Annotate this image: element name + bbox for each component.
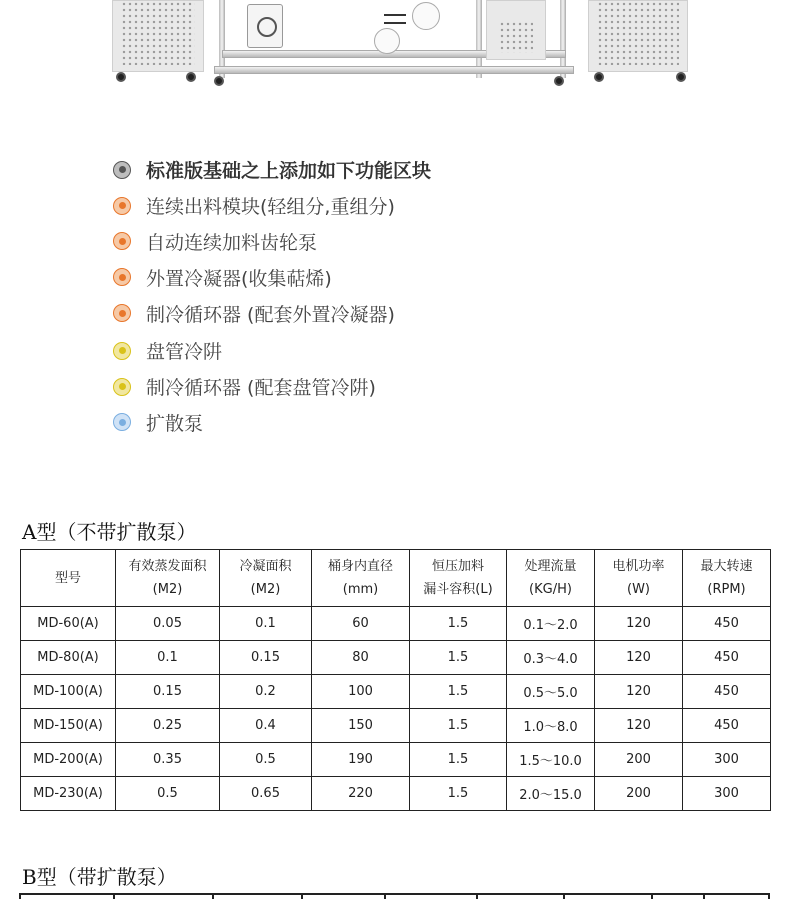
table-cell: MD-230(A) [21, 777, 116, 811]
column-header [507, 550, 595, 607]
table-cell: 80 [312, 641, 410, 675]
table-row [21, 641, 771, 675]
bullet-dot-icon [113, 413, 131, 431]
column-header-label: 冷凝面积 [239, 559, 292, 574]
table-cell: 120 [595, 607, 683, 641]
column-header [410, 550, 507, 607]
table-cell: 0.1 [220, 607, 312, 641]
table-a-title: A型（不带扩散泵） [22, 520, 197, 544]
table-cell: 0.1～2.0 [507, 607, 595, 641]
table-cell: 0.5 [220, 743, 312, 777]
table-row [21, 675, 771, 709]
table-cell: 120 [595, 675, 683, 709]
column-header [116, 550, 220, 607]
spec-table-b-top-edge [20, 893, 770, 899]
column-header-unit: (W) [627, 582, 650, 597]
table-cell: 1.5 [410, 641, 507, 675]
feature-list [113, 152, 431, 440]
column-header-unit: (M2) [250, 582, 281, 597]
feature-item [113, 188, 431, 224]
table-cell: 0.65 [220, 777, 312, 811]
spec-table-a [20, 549, 771, 811]
frame-shelf [214, 66, 574, 74]
table-cell: 300 [683, 743, 771, 777]
column-header [220, 550, 312, 607]
column-header-label: 有效蒸发面积 [128, 559, 207, 574]
feature-text: 制冷循环器 (配套外置冷凝器) [146, 303, 395, 326]
wheel [594, 72, 604, 82]
column-header [312, 550, 410, 607]
equipment-illustration [0, 0, 790, 100]
table-cell: 220 [312, 777, 410, 811]
table-header-row [21, 550, 771, 607]
glass-flask [412, 2, 440, 30]
table-cell: 190 [312, 743, 410, 777]
wheel [116, 72, 126, 82]
feature-text: 制冷循环器 (配套盘管冷阱) [146, 377, 376, 400]
column-header-label: 恒压加料 [431, 559, 484, 574]
feature-item [113, 369, 431, 405]
table-row [21, 777, 771, 811]
feature-item [113, 224, 431, 260]
column-header-unit: (mm) [342, 582, 379, 597]
column-header [21, 550, 116, 607]
table-cell: 0.1 [116, 641, 220, 675]
bullet-dot-icon [113, 232, 131, 250]
table-cell: 300 [683, 777, 771, 811]
column-header-label: 桶身内直径 [327, 559, 393, 574]
table-cell: 0.3～4.0 [507, 641, 595, 675]
feature-item [113, 259, 431, 295]
feature-item [113, 333, 431, 369]
column-header-label: 处理流量 [524, 559, 577, 574]
glass-flask [374, 28, 400, 54]
feature-text: 标准版基础之上添加如下功能区块 [146, 160, 432, 183]
table-cell: 2.0～15.0 [507, 777, 595, 811]
table-cell: 1.5 [410, 607, 507, 641]
feature-item [113, 152, 431, 188]
table-cell: MD-60(A) [21, 607, 116, 641]
table-cell: 0.5 [116, 777, 220, 811]
column-header-label: 电机功率 [612, 559, 665, 574]
table-row [21, 607, 771, 641]
left-cabinet [112, 0, 204, 72]
bullet-dot-icon [113, 304, 131, 322]
table-cell: MD-80(A) [21, 641, 116, 675]
table-cell: 1.5 [410, 709, 507, 743]
table-cell: 60 [312, 607, 410, 641]
table-cell: 200 [595, 743, 683, 777]
feature-item [113, 295, 431, 331]
condenser-tube [384, 14, 406, 24]
table-cell: 450 [683, 709, 771, 743]
table-cell: 450 [683, 675, 771, 709]
table-b-title: B型（带扩散泵） [22, 865, 177, 889]
feature-item [113, 405, 431, 441]
table-cell: 0.15 [116, 675, 220, 709]
table-cell: 1.5 [410, 777, 507, 811]
column-header-label: 最大转速 [700, 559, 753, 574]
table-cell: 150 [312, 709, 410, 743]
feature-text: 扩散泵 [146, 412, 204, 435]
bullet-dot-icon [113, 161, 131, 179]
table-cell: 120 [595, 709, 683, 743]
wheel [676, 72, 686, 82]
table-row [21, 743, 771, 777]
column-header-unit: 漏斗容积(L) [423, 582, 493, 597]
table-cell: 200 [595, 777, 683, 811]
table-cell: 0.05 [116, 607, 220, 641]
wheel [214, 76, 224, 86]
table-cell: 120 [595, 641, 683, 675]
feature-text: 连续出料模块(轻组分,重组分) [146, 196, 395, 219]
table-cell: 0.35 [116, 743, 220, 777]
table-cell: 1.5～10.0 [507, 743, 595, 777]
table-cell: 1.0～8.0 [507, 709, 595, 743]
table-cell: MD-100(A) [21, 675, 116, 709]
feature-text: 自动连续加料齿轮泵 [146, 231, 318, 254]
table-cell: MD-200(A) [21, 743, 116, 777]
column-header-unit: (RPM) [707, 582, 746, 597]
column-header-label: 型号 [54, 570, 81, 586]
table-cell: 100 [312, 675, 410, 709]
wheel [554, 76, 564, 86]
table-cell: MD-150(A) [21, 709, 116, 743]
column-header-unit: (KG/H) [529, 582, 572, 597]
table-cell: 450 [683, 607, 771, 641]
table-row [21, 709, 771, 743]
wheel [186, 72, 196, 82]
bullet-dot-icon [113, 268, 131, 286]
table-cell: 0.4 [220, 709, 312, 743]
bullet-dot-icon [113, 197, 131, 215]
table-cell: 1.5 [410, 675, 507, 709]
table-cell: 0.15 [220, 641, 312, 675]
table-cell: 0.25 [116, 709, 220, 743]
table-cell: 1.5 [410, 743, 507, 777]
vacuum-pump-box [486, 0, 546, 60]
bullet-dot-icon [113, 342, 131, 360]
column-header [683, 550, 771, 607]
table-cell: 450 [683, 641, 771, 675]
pump-unit [247, 4, 283, 48]
table-cell: 0.2 [220, 675, 312, 709]
feature-text: 外置冷凝器(收集萜烯) [146, 267, 332, 290]
table-cell: 0.5～5.0 [507, 675, 595, 709]
column-header-unit: (M2) [152, 582, 183, 597]
feature-text: 盘管冷阱 [146, 341, 223, 364]
bullet-dot-icon [113, 378, 131, 396]
right-cabinet [588, 0, 688, 72]
column-header [595, 550, 683, 607]
